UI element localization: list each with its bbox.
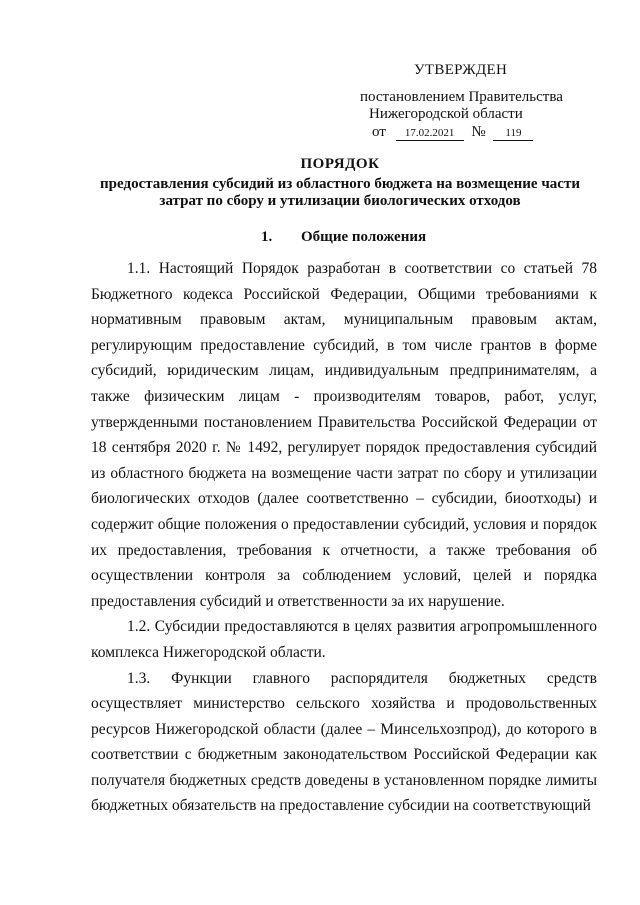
document-title: ПОРЯДОК: [300, 156, 380, 172]
document-subtitle-line-2: затрат по сбору и утилизации биологических отходов: [159, 193, 521, 209]
approval-line-1: постановлением Правительства: [360, 89, 563, 105]
document-subtitle-line-1: предоставления субсидий из областного бюджета на возмещение части: [100, 176, 580, 192]
approval-date-number-line: [372, 124, 533, 141]
approval-date: 17.02.2021: [396, 127, 464, 141]
from-label: от: [372, 124, 386, 140]
paragraph-1-2: 1.2. Субсидии предоставляются в целях развития агропромышленного комплекса Нижегородской области.: [91, 618, 597, 661]
document-body: [91, 256, 597, 819]
document-subtitle: [60, 176, 620, 210]
section-title: Общие положения: [301, 229, 427, 245]
paragraph-1-1: 1.1. Настоящий Порядок разработан в соответствии со статьей 78 Бюджетного кодекса Российской Федерации, Общими требованиями к нормативным правовым актам, муниципальным правовым актам, регулирующим предоставление субсидий, в том числе грантов в форме субсидий, юридическим лицам, индивидуальным предпринимателям, а также физическим лицам - производителям товаров, работ, услуг, утвержденными постановлением Правительства Российской Федерации от 18 сентября 2020 г. № 1492, регулирует порядок предоставления субсидий из областного бюджета на возмещение части затрат по сбору и утилизации биологических отходов (далее соответственно – субсидии, биоотходы) и содержит общие положения о предоставлении субсидий, условия и порядок их предоставления, требования к отчетности, а также требования об осуществлении контроля за соблюдением условий, целей и порядка предоставления субсидий и ответственности за их нарушение.: [91, 260, 597, 610]
approval-line-2: Нижегородской области: [369, 106, 523, 122]
paragraph-1-3: 1.3. Функции главного распорядителя бюджетных средств осуществляет министерство сельского хозяйства и продовольственных ресурсов Нижегородской области (далее – Минсельхозпрод), до которого в соответствии с бюджетным законодательством Российской Федерации как получателя бюджетных средств доведены в установленном порядке лимиты бюджетных обязательств на предоставление субсидии на соответствующий: [91, 669, 597, 815]
section-number: 1.: [261, 229, 273, 245]
number-sign: №: [471, 124, 486, 140]
approval-number: 119: [493, 127, 533, 141]
approval-title: УТВЕРЖДЕН: [414, 62, 508, 78]
